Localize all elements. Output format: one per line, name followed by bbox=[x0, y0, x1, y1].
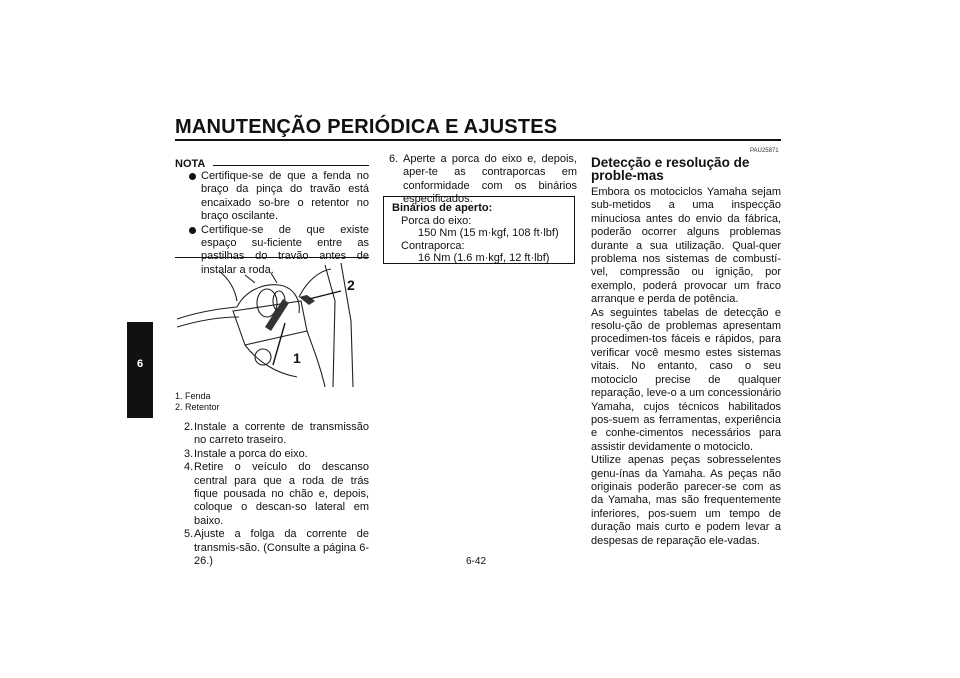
section-title: Detecção e resolução de proble-mas bbox=[591, 155, 750, 183]
nota-end-rule bbox=[175, 257, 369, 258]
nota-bullet-text: Certifique-se de que existe espaço su-ficiente entre as instalar a roda. bbox=[201, 223, 369, 276]
section-paragraph: As seguintes tabelas de detecção e resolu-ção de problemas apresentam procedimen-tos fáceis e rápidos, para verificar você mesmo estes sistemas vitais. No entanto, caso o seu motociclo precise de qualquer reparação, leve-o a um concessionário Yamaha, cujos técnicos habilitados pos-suem as ferramentas, experiência e conhe-cimentos necessários para assistir devidamente o motociclo. bbox=[591, 306, 781, 453]
torque-item-value: 150 Nm (15 m·kgf, 108 ft·lbf) bbox=[418, 227, 559, 240]
torque-heading: Binários de aperto: bbox=[392, 202, 493, 214]
figure-callout-1: 1 bbox=[293, 350, 301, 366]
section-code: PAU25871 bbox=[750, 148, 779, 154]
figure-caption: 1. Fenda bbox=[175, 391, 211, 401]
step-item: 2. Instale a corrente de transmissão no carreto traseiro. bbox=[184, 421, 369, 447]
nota-label: NOTA bbox=[175, 158, 206, 170]
page-title: MANUTENÇÃO PERIÓDICA E AJUSTES bbox=[175, 116, 558, 138]
section-body bbox=[591, 186, 781, 548]
nota-rule bbox=[213, 165, 369, 166]
figure-captions bbox=[175, 391, 220, 413]
section-paragraph: Utilize apenas peças sobresselentes genu-ínas da Yamaha. As peças não originais poderão parecer-se com as da Yamaha, mas são frequentemente inferiores, pos-suem um tempo de duração mais curto e podem levar a despesas de reparação ele-vadas. bbox=[591, 454, 781, 547]
figure-callout-2: 2 bbox=[347, 277, 355, 293]
title-rule bbox=[175, 139, 781, 141]
wheel-installation-figure bbox=[175, 261, 369, 388]
section-paragraph: Embora os motociclos Yamaha sejam sub-metidos a uma inspecção minuciosa antes do envio da fábrica, poderão ocorrer alguns problemas durante a sua utilização. Qual-quer problema nos sistemas de combustí-vel, compressão ou ignição, por exemplo, poderá provocar um fraco arranque e perda de potência. bbox=[591, 186, 781, 306]
step-item: 6. Aperte a porca do eixo e, depois, aper-te as contraporcas em conformidade com os binários especificados. bbox=[389, 153, 577, 206]
torque-box bbox=[383, 196, 575, 264]
torque-item-value: 16 Nm (1.6 m·kgf, 12 ft·lbf) bbox=[418, 252, 550, 265]
figure-caption: 2. Retentor bbox=[175, 402, 220, 412]
step-item: 3. Instale a porca do eixo. bbox=[184, 447, 308, 460]
bullet-dot-icon bbox=[189, 173, 196, 180]
torque-item-label: Contraporca: bbox=[401, 239, 465, 252]
steps-list-left bbox=[175, 421, 369, 568]
bullet-dot-icon bbox=[189, 227, 196, 234]
torque-item-label: Porca do eixo: bbox=[401, 214, 472, 227]
nota-bullet bbox=[175, 170, 369, 224]
step-item: 4. Retire o veículo do descanso central para que a roda de trás fique pousada no chão e, depois, coloque o descan-so lateral em baixo. bbox=[184, 461, 369, 527]
step-item: 5. Ajuste a folga da corrente de transmis-são. (Consulte a página 6-26.) bbox=[184, 528, 369, 568]
page-number: 6-42 bbox=[466, 556, 487, 567]
chapter-tab: 6 bbox=[127, 322, 153, 418]
nota-bullet-text: Certifique-se de que a fenda no braço da pinça do travão está encaixado so-bre o retentor no braço oscilante. bbox=[201, 170, 369, 223]
